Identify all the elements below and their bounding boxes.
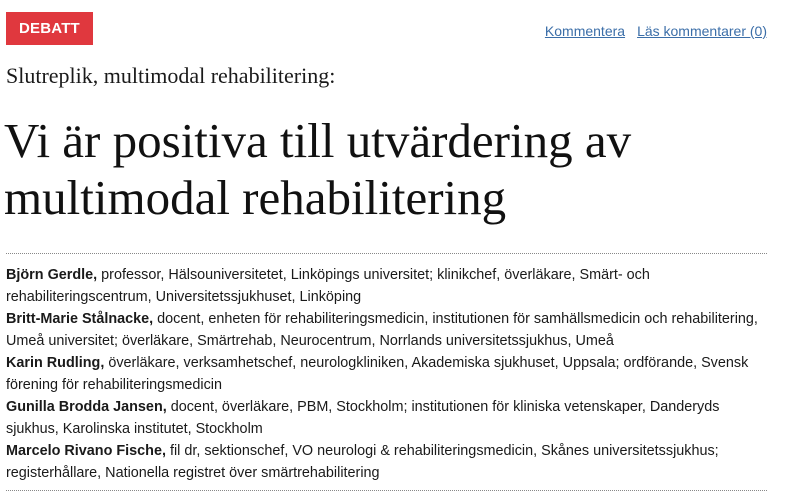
author-affiliation: överläkare, verksamhetschef, neurologkliniken, Akademiska sjukhuset, Uppsala; ordförande, Svensk förening för rehabiliteringsmedicin — [6, 355, 749, 393]
author-affiliation: docent, enheten för rehabiliteringsmedicin, institutionen för samhällsmedicin och rehabilitering, Umeå universitet; överläkare, Smärtrehab, Neurocentrum, Norrlands universitetssjukhus, Umeå — [6, 311, 758, 349]
author-name: Björn Gerdle, — [6, 267, 98, 283]
author-list — [6, 264, 766, 484]
author-item — [6, 352, 766, 396]
section-badge[interactable]: DEBATT — [6, 12, 93, 45]
author-name: Karin Rudling, — [6, 355, 105, 371]
article-topbar — [6, 12, 767, 46]
article-links — [533, 22, 767, 40]
article-headline: Vi är positiva till utvärdering av multimodal rehabilitering — [4, 113, 632, 225]
author-affiliation: fil dr, sektionschef, VO neurologi & rehabiliteringsmedicin, Skånes universitetssjukhus; registerhållare, Nationella registret över smärtrehabilitering — [6, 443, 719, 481]
author-item — [6, 396, 766, 440]
divider-bottom — [6, 490, 767, 491]
author-name: Marcelo Rivano Fische, — [6, 443, 166, 459]
author-item — [6, 264, 766, 308]
author-affiliation: professor, Hälsouniversitetet, Linköpings universitet; klinikchef, överläkare, Smärt- och rehabiliteringscentrum, Universitetssjukhuset, Linköping — [6, 267, 650, 305]
author-affiliation: docent, överläkare, PBM, Stockholm; institutionen för kliniska vetenskaper, Danderyds sjukhus, Karolinska institutet, Stockholm — [6, 399, 720, 437]
author-name: Gunilla Brodda Jansen, — [6, 399, 167, 415]
read-comments-link[interactable]: Läs kommentarer (0) — [637, 23, 767, 39]
author-item — [6, 440, 766, 484]
author-name: Britt-Marie Stålnacke, — [6, 311, 154, 327]
comment-link[interactable]: Kommentera — [544, 23, 626, 39]
author-item — [6, 308, 766, 352]
article-kicker: Slutreplik, multimodal rehabilitering: — [6, 63, 336, 88]
divider-top — [6, 253, 767, 254]
